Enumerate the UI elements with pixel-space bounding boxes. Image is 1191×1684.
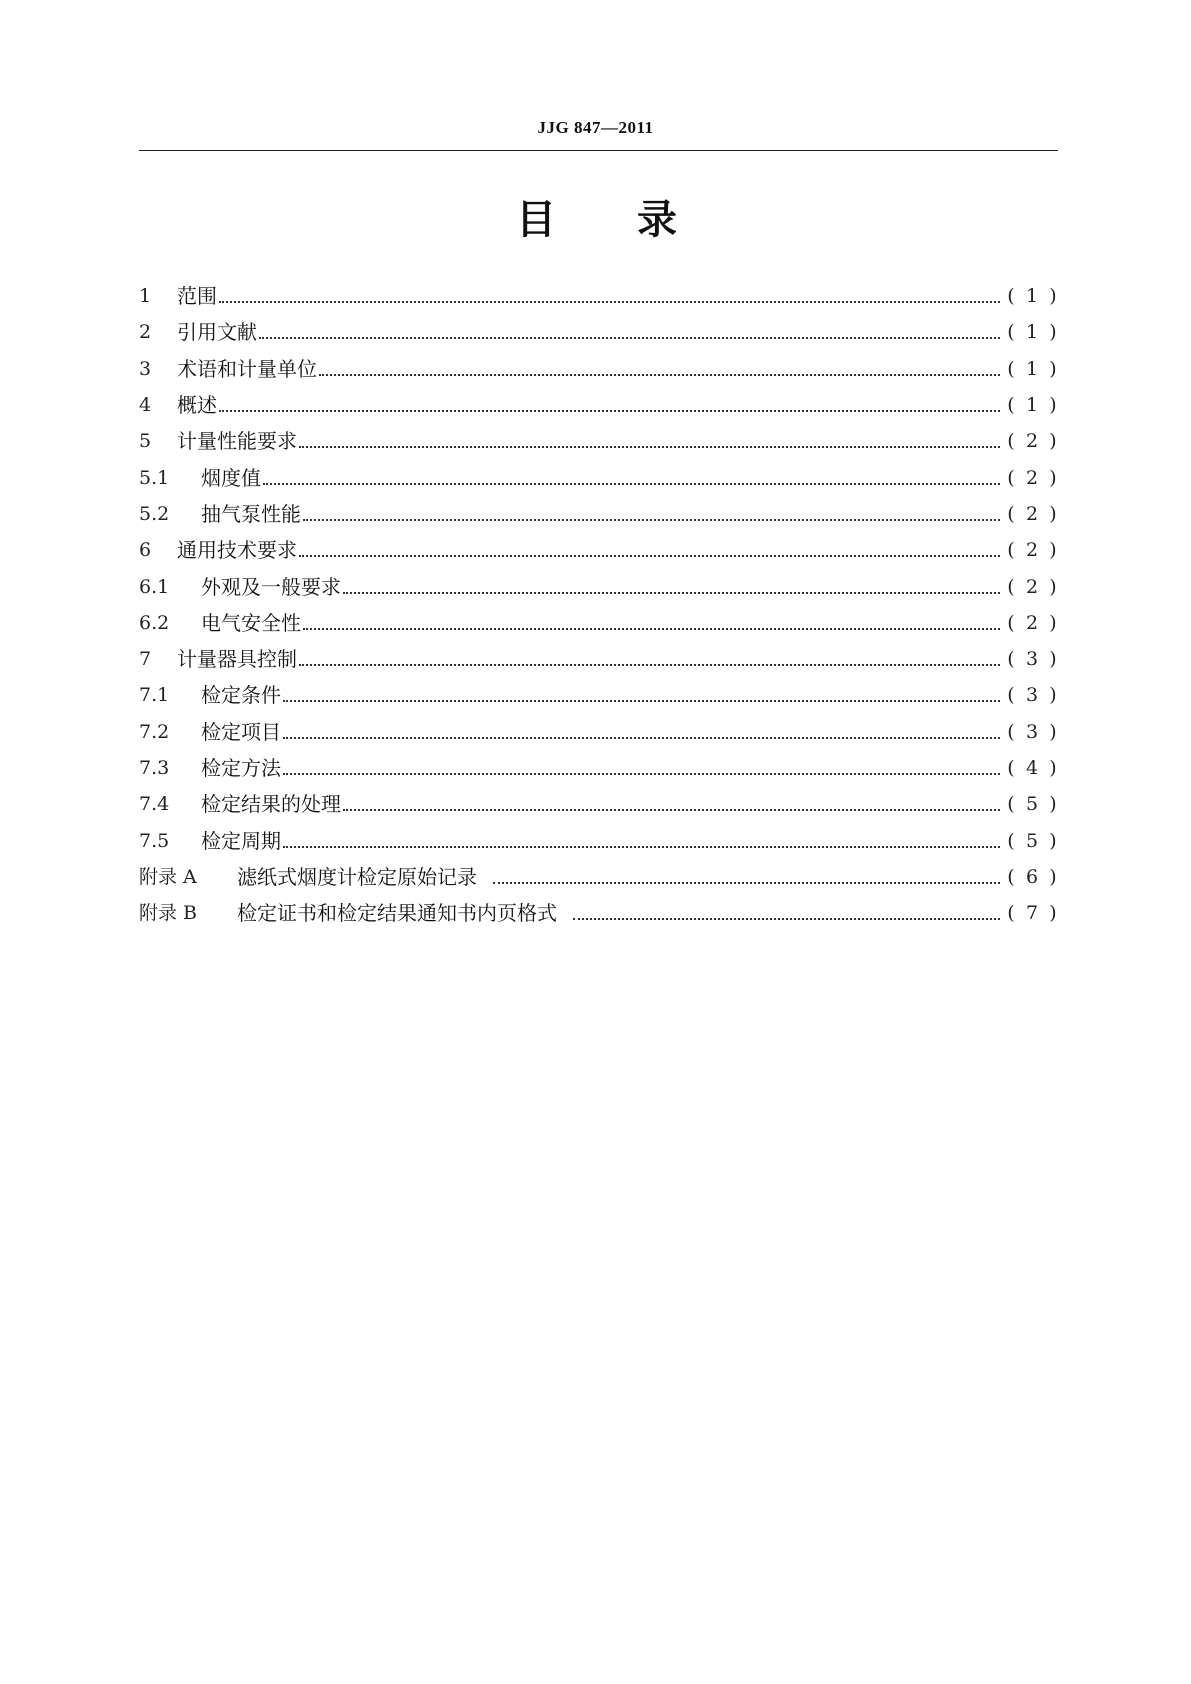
toc-entry-page [1006, 278, 1058, 314]
page-number: 1 [1025, 285, 1039, 308]
paren-close: ) [1049, 865, 1057, 888]
paren-open: ( [1007, 575, 1015, 598]
toc-entry-number: 6 [139, 539, 152, 562]
toc-entry-appendix-b[interactable] [139, 895, 1058, 931]
page-title-char-2: 录 [637, 197, 677, 243]
page-number: 2 [1025, 611, 1039, 634]
toc-entry-label: 术语和计量单位 [177, 356, 317, 381]
toc-entry-page [1006, 714, 1058, 750]
toc-entry-number: 4 [139, 394, 152, 417]
toc-entry-page [1006, 895, 1058, 931]
toc-entry-label: 检定结果的处理 [201, 792, 341, 817]
page-number: 2 [1025, 575, 1039, 598]
paren-close: ) [1049, 757, 1057, 779]
page-number: 1 [1025, 321, 1039, 344]
document-header [0, 118, 1191, 138]
toc-entry-number: 7.1 [139, 684, 170, 707]
toc-entry-7-4[interactable] [139, 786, 1058, 822]
toc-entry-number: 5.1 [139, 466, 170, 489]
paren-close: ) [1049, 793, 1057, 816]
toc-entry-label: 范围 [177, 284, 217, 309]
paren-open: ( [1007, 902, 1015, 925]
paren-close: ) [1049, 466, 1057, 489]
toc-entry-label: 滤纸式烟度计检定原始记录 [237, 864, 477, 889]
paren-open: ( [1007, 430, 1015, 453]
toc-entry-number: 7.5 [139, 829, 170, 852]
paren-open: ( [1007, 285, 1015, 308]
page-number: 5 [1025, 793, 1039, 816]
dot-leader [303, 628, 1000, 630]
toc-entry-7-2[interactable] [139, 714, 1058, 750]
toc-entry-label: 抽气泵性能 [201, 501, 301, 526]
dot-leader [283, 737, 1000, 739]
page-number: 4 [1025, 757, 1039, 779]
toc-entry-number: 2 [139, 321, 152, 344]
dot-leader [303, 519, 1000, 521]
toc-entry-page [1006, 532, 1058, 568]
paren-open: ( [1007, 648, 1015, 671]
page-number: 3 [1025, 648, 1039, 671]
dot-leader [259, 337, 1000, 339]
paren-open: ( [1007, 539, 1015, 562]
toc-entry-label: 烟度值 [201, 465, 261, 490]
toc-entry-number: 5 [139, 430, 152, 453]
dot-leader [283, 700, 1000, 702]
dot-leader [319, 374, 1000, 376]
toc-entry-appendix-a[interactable] [139, 859, 1058, 895]
toc-entry-label: 外观及一般要求 [201, 574, 341, 599]
paren-close: ) [1049, 394, 1057, 417]
page-title [0, 195, 1191, 245]
paren-open: ( [1007, 611, 1015, 634]
header-rule [139, 150, 1058, 151]
toc-entry-label: 检定证书和检定结果通知书内页格式 [237, 901, 557, 926]
paren-close: ) [1049, 539, 1057, 562]
toc-entry-number: 6.1 [139, 575, 170, 598]
paren-close: ) [1049, 611, 1057, 634]
toc-entry-page [1006, 750, 1058, 786]
toc-entry-number: 附录 A [139, 865, 197, 888]
toc-entry-6[interactable] [139, 532, 1058, 568]
paren-open: ( [1007, 394, 1015, 417]
toc-entry-page [1006, 569, 1058, 605]
dot-leader [343, 809, 1000, 811]
dot-leader [219, 410, 1000, 412]
toc-entry-3[interactable] [139, 351, 1058, 387]
paren-open: ( [1007, 684, 1015, 707]
toc-entry-page [1006, 786, 1058, 822]
paren-close: ) [1049, 357, 1057, 380]
toc-entry-page [1006, 677, 1058, 713]
page-number: 2 [1025, 502, 1039, 525]
paren-open: ( [1007, 829, 1015, 852]
toc-entry-page [1006, 423, 1058, 459]
paren-close: ) [1049, 648, 1057, 671]
page-title-char-1: 目 [516, 197, 556, 243]
page-number: 2 [1025, 430, 1039, 453]
paren-open: ( [1007, 793, 1015, 816]
paren-close: ) [1049, 285, 1057, 308]
toc-entry-number: 5.2 [139, 502, 170, 525]
toc-entry-6-2[interactable] [139, 605, 1058, 641]
toc-entry-number: 7.2 [139, 720, 170, 743]
page-number: 6 [1025, 865, 1039, 888]
toc-entry-label: 检定条件 [201, 683, 281, 708]
paren-open: ( [1007, 720, 1015, 743]
toc-entry-page [1006, 387, 1058, 423]
toc-entry-label: 电气安全性 [201, 610, 301, 635]
dot-leader [283, 773, 1000, 775]
page-number: 2 [1025, 539, 1039, 562]
toc-entry-label: 计量器具控制 [177, 647, 297, 672]
toc-entry-label: 引用文献 [177, 320, 257, 345]
toc-entry-7-3[interactable] [139, 750, 1058, 786]
paren-open: ( [1007, 357, 1015, 380]
paren-open: ( [1007, 865, 1015, 888]
paren-close: ) [1049, 502, 1057, 525]
toc-entry-5-1[interactable] [139, 459, 1058, 495]
toc-entry-label: 检定周期 [201, 828, 281, 853]
toc-entry-page [1006, 605, 1058, 641]
paren-open: ( [1007, 321, 1015, 344]
page-number: 3 [1025, 684, 1039, 707]
dot-leader [299, 664, 1000, 666]
paren-close: ) [1049, 902, 1057, 925]
dot-leader [343, 592, 1000, 594]
paren-open: ( [1007, 502, 1015, 525]
paren-open: ( [1007, 466, 1015, 489]
toc-entry-page [1006, 460, 1058, 496]
page-number: 3 [1025, 720, 1039, 743]
dot-leader [299, 555, 1000, 557]
paren-close: ) [1049, 430, 1057, 453]
toc-entry-1[interactable] [139, 278, 1058, 314]
toc-entry-label: 计量性能要求 [177, 429, 297, 454]
toc-entry-label: 通用技术要求 [177, 538, 297, 563]
dot-leader [219, 301, 1000, 303]
toc-entry-label: 检定项目 [201, 719, 281, 744]
toc-entry-page [1006, 314, 1058, 350]
toc-entry-number: 7 [139, 648, 152, 671]
toc-entry-number: 附录 B [139, 902, 198, 925]
page-number: 2 [1025, 466, 1039, 489]
paren-close: ) [1049, 829, 1057, 852]
toc-entry-7[interactable] [139, 641, 1058, 677]
dot-leader [493, 882, 1000, 884]
toc-entry-4[interactable] [139, 387, 1058, 423]
toc-entry-number: 7.3 [139, 757, 170, 779]
dot-leader [263, 483, 1000, 485]
toc-entry-label: 概述 [177, 393, 217, 418]
toc-entry-number: 3 [139, 357, 152, 380]
toc-entry-2[interactable] [139, 314, 1058, 350]
paren-close: ) [1049, 575, 1057, 598]
page-number: 7 [1025, 902, 1039, 925]
dot-leader [573, 918, 1000, 920]
toc-entry-6-1[interactable] [139, 568, 1058, 604]
page-number: 5 [1025, 829, 1039, 852]
toc-entry-number: 6.2 [139, 611, 170, 634]
toc-entry-number: 7.4 [139, 793, 170, 816]
dot-leader [283, 846, 1000, 848]
toc-entry-page [1006, 351, 1058, 387]
toc-entry-label: 检定方法 [201, 756, 281, 780]
standard-code: JJG 847—2011 [537, 118, 654, 137]
paren-close: ) [1049, 321, 1057, 344]
toc-entry-page [1006, 641, 1058, 677]
paren-close: ) [1049, 720, 1057, 743]
paren-close: ) [1049, 684, 1057, 707]
toc-entry-5[interactable] [139, 423, 1058, 459]
toc-entry-page [1006, 859, 1058, 895]
paren-open: ( [1007, 757, 1015, 779]
toc-entry-page [1006, 823, 1058, 859]
dot-leader [299, 446, 1000, 448]
toc-entry-5-2[interactable] [139, 496, 1058, 532]
toc-entry-7-1[interactable] [139, 677, 1058, 713]
toc-entry-7-5[interactable] [139, 822, 1058, 858]
page-number: 1 [1025, 357, 1039, 380]
toc-entry-number: 1 [139, 285, 152, 308]
toc-entry-page [1006, 496, 1058, 532]
table-of-contents [139, 278, 1058, 931]
page-number: 1 [1025, 394, 1039, 417]
